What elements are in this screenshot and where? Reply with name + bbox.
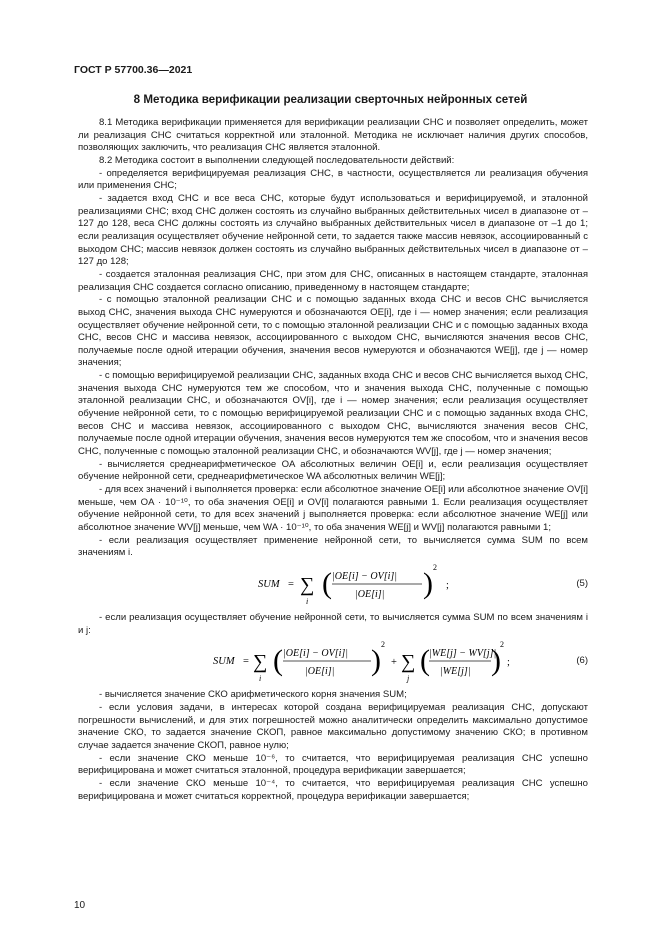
- paragraph: - задается вход СНС и все веса СНС, которые будут использоваться и верифицируемой, и эталонной реализациями СНС; вход СНС должен состоять из случайно выбранных действительных чисел в диапазоне от –127 до 128, веса СНС должны состоять из случайно выбранных действительных чисел в диапазоне от –1 до 1; если реализация осуществляет обучение нейронной сети, то задается также массив невязок, ассоциированный с выходом СНС; массив невязок должен состоять из случайно выбранных действительных чисел в диапазоне от –127 до 128;: [78, 192, 588, 268]
- body-text: [78, 117, 588, 803]
- sigma-icon: ∑: [300, 573, 315, 596]
- paragraph: - если условия задачи, в интересах которой создана верифицируемая реализация СНС, допускают погрешности вычислений, и для этих погрешностей можно аналитически определить максимально допустимое значение СКО, то задается значение СКОП, равное максимально допустимому значению СКО; в противном случае задается значение СКОП, равное нулю;: [78, 701, 588, 751]
- formula-5-graphic: [258, 560, 558, 612]
- paragraph: 8.1 Методика верификации применяется для верификации реализации СНС и позволяет определить, может ли реализация СНС считаться корректной или эталонной. Методика не исключает наличия других способов, позволяющих заключить, что реализация СНС является эталонной.: [78, 117, 588, 154]
- section-title: 8 Методика верификации реализации сверточных нейронных сетей: [133, 93, 528, 106]
- formula-sum-label: SUM: [258, 578, 280, 590]
- power: 2: [500, 640, 504, 650]
- power: 2: [381, 640, 385, 650]
- paragraph: - если значение СКО меньше 10⁻⁴, то считается, что верифицируемая реализация СНС успешно верифицирована и может считаться корректной, процедура верификации завершается;: [78, 777, 588, 802]
- page-number: 10: [74, 900, 86, 911]
- formula-5: [78, 560, 588, 612]
- fraction-numerator: |WE[j] − WV[j]|: [429, 648, 497, 660]
- formula-equals: =: [288, 578, 294, 590]
- plus: +: [391, 657, 397, 669]
- formula-tail: ;: [507, 657, 510, 669]
- paragraph: - создается эталонная реализация СНС, при этом для СНС, описанных в настоящем стандарте, эталонная реализация СНС создается согласно описанию, приведенному в настоящем стандарте;: [78, 268, 588, 293]
- sigma-index: i: [306, 596, 309, 606]
- formula-6: [78, 637, 588, 689]
- paragraph: - вычисляется среднеарифметическое OA абсолютных величин OE[i] и, если реализация осуществляет обучение нейронной сети, среднеарифметическое WA абсолютных величин WE[j];: [78, 458, 588, 483]
- sigma-index: i: [259, 674, 262, 684]
- paren-left: (: [322, 566, 332, 600]
- paragraph: - с помощью верифицируемой реализации СНС, заданных входа СНС и весов СНС вычисляется выход СНС, значения выхода СНС нумеруются тем же способом, что и значения выхода СНС, полученные с помощью эталонной реализации СНС, и обозначаются OV[i], где i — номер значения; если реализация осуществляет обучение нейронной сети, то с помощью верифицируемой реализации СНС и с помощью заданных входа СНС, весов СНС и массива невязок, ассоциированного с выходом СНС, вычисляются значения весов СНС, получаемые после одной итерации обучения, значения весов нумеруются тем же способом, что и значения весов СНС, полученные с помощью эталонной реализации СНС, и обозначаются WV[j], где j — номер значения;: [78, 370, 588, 458]
- fraction-numerator: |OE[i] − OV[i]|: [283, 648, 349, 660]
- equation-number: (6): [576, 655, 588, 667]
- paragraph: - если реализация осуществляет обучение нейронной сети, то вычисляется сумма SUM по всем значениям i и j:: [78, 611, 588, 636]
- sigma-icon: ∑: [401, 651, 416, 674]
- paren-right: ): [371, 644, 381, 678]
- formula-equals: =: [243, 656, 249, 668]
- sigma-index: j: [407, 674, 410, 684]
- fraction-numerator: |OE[i] − OV[i]|: [332, 570, 398, 582]
- formula-sum-label: SUM: [213, 656, 235, 668]
- paragraph: - если реализация осуществляет применение нейронной сети, то вычисляется сумма SUM по всем значениям i.: [78, 534, 588, 559]
- sigma-icon: ∑: [253, 651, 268, 674]
- document-header: ГОСТ Р 57700.36—2021: [74, 64, 193, 76]
- paren-right: ): [423, 566, 433, 600]
- paragraph: - вычисляется значение СКО арифметического корня значения SUM;: [99, 689, 407, 701]
- paragraph: - если значение СКО меньше 10⁻⁶, то считается, что верифицируемая реализация СНС успешно верифицирована и может считаться эталонной, процедура верификации завершается;: [78, 752, 588, 777]
- paragraph: - для всех значений i выполняется проверка: если абсолютное значение OE[i] или абсолютное значение OV[i] меньше, чем OA · 10⁻¹⁰, то оба значения OE[i] и OV[i] полагаются равными 1. Если реализация осуществляет обучение нейронной сети, то для всех значений j выполняется проверка: если абсолютное значение WE[j] или абсолютное значение WV[j] меньше, чем WA · 10⁻¹⁰, то оба значения WE[j] и WV[j] полагаются равными 1;: [78, 484, 588, 533]
- power: 2: [433, 562, 437, 572]
- paren-right: ): [491, 644, 501, 678]
- paragraph: 8.2 Методика состоит в выполнении следующей последовательности действий:: [99, 154, 455, 166]
- paren-left: (: [420, 644, 430, 678]
- paragraph: - с помощью эталонной реализации СНС и с помощью заданных входа СНС и весов СНС вычисляется выход СНС, значения выхода СНС нумеруются и обозначаются OE[i], где i — номер значения; если реализация осуществляет обучение нейронной сети, то с помощью эталонной реализации СНС и с помощью заданных входа СНС, весов СНС и массива невязок, ассоциированного с выходом СНС, вычисляются значения весов СНС, получаемые после одной итерации обучения, значения весов нумеруются и обозначаются WE[j], где j — номер значения;: [78, 294, 588, 369]
- fraction-denominator: |OE[i]|: [355, 588, 385, 600]
- formula-6-graphic: [213, 637, 513, 689]
- paragraph: - определяется верифицируемая реализация СНС, в частности, осуществляется ли реализация обучения или применения СНС;: [78, 167, 588, 192]
- equation-number: (5): [576, 577, 588, 589]
- fraction-denominator: |WE[j]|: [440, 666, 471, 678]
- fraction-denominator: |OE[i]|: [305, 666, 335, 678]
- paren-left: (: [273, 644, 283, 678]
- formula-tail: ;: [446, 579, 449, 591]
